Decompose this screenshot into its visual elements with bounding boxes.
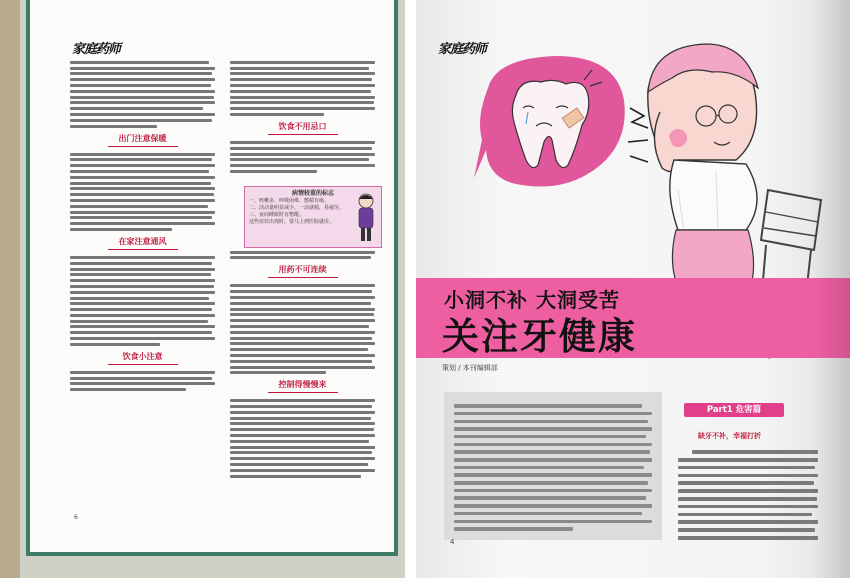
heading-keep-warm: 出门注意保暖 xyxy=(70,134,215,147)
right-magazine-page xyxy=(416,0,850,578)
left-page-logo: 家庭药师 xyxy=(72,42,121,57)
severity-item-1: 一、咳嗽多，呼吸困难，憋喘有痰。 xyxy=(249,198,330,204)
page-fold-shadow xyxy=(812,0,850,578)
left-binding-strip xyxy=(0,0,20,578)
left-column-a xyxy=(70,58,215,394)
heading-ventilation: 在家注意通风 xyxy=(70,237,215,250)
article-subtitle: 小洞不补 大洞受苦 xyxy=(444,288,620,312)
right-body-text xyxy=(678,446,818,544)
intro-text-box xyxy=(444,392,662,540)
severity-item-4: 这些症状出现时，要马上到医院就诊。 xyxy=(249,219,335,225)
part-badge: Part1 危害篇 xyxy=(684,403,784,417)
heading-diet: 饮食小注意 xyxy=(70,352,215,365)
left-page-number: 6 xyxy=(74,514,78,521)
severity-item-2: 二、活动量明显减少，一活就喘，易疲劳。 xyxy=(249,205,345,211)
doctor-cartoon-icon xyxy=(353,191,379,243)
heading-medication: 用药不可连续 xyxy=(230,265,375,278)
right-page-number: 4 xyxy=(450,538,455,546)
severity-signs-box xyxy=(244,186,382,248)
heading-no-food-restriction: 饮食不用忌口 xyxy=(230,122,375,135)
severity-box-title: 病情较重的标志 xyxy=(291,190,334,197)
right-page-logo: 家庭药师 xyxy=(438,42,487,57)
article-credit: 策划 / 本刊编辑部 xyxy=(442,364,498,372)
left-magazine-page xyxy=(26,0,398,556)
article-title: 关注牙健康 xyxy=(442,315,637,358)
left-column-b xyxy=(230,58,375,480)
severity-item-3: 三、夜间睡眠时有憋醒。 xyxy=(249,212,305,218)
heading-control-slowly: 控制得慢慢来 xyxy=(230,380,375,393)
section-subheading: 缺牙不补，幸福打折 xyxy=(698,432,761,440)
